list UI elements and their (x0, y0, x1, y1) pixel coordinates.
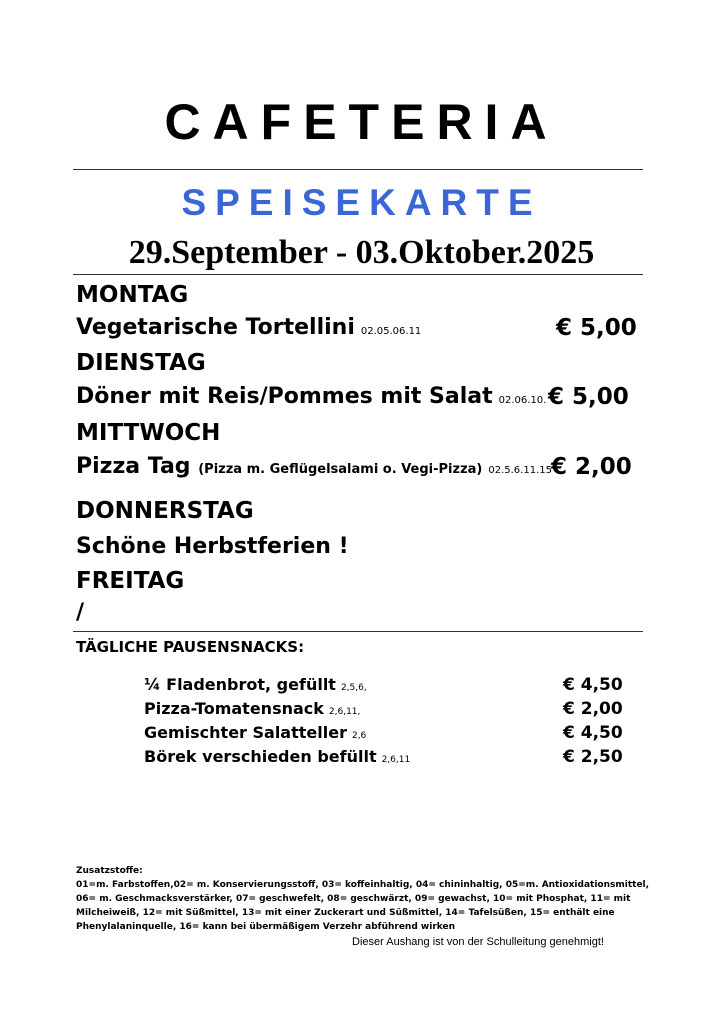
divider-dates (73, 274, 643, 275)
day-wednesday: MITTWOCH (76, 420, 221, 446)
dish-name: Pizza Tag (76, 454, 191, 479)
snack-name: ¼ Fladenbrot, gefüllt (144, 675, 336, 694)
additives-legend (76, 864, 651, 934)
additives-text: 01=m. Farbstoffen,02= m. Konservierungsstoff, 03= koffeinhaltig, 04= chininhaltig, 05=m. Antioxidationsmittel, 06= m. Geschmacksverstärker, 07= geschwefelt, 08= geschwärzt, 09= gewachst, 10= mit Phosphat, 11= mit Milcheiweiß, 12= mit Süßmittel, 13= mit einer Zuckerart und Süßmittel, 14= Tafelsüßen, 15= enthält eine Phenylalaninquelle, 16= kann bei übermäßigem Verzehr abführend wirken (76, 880, 650, 932)
snack-item (144, 746, 410, 771)
dish-name: Vegetarische Tortellini (76, 315, 355, 340)
dish-friday: / (76, 600, 85, 625)
day-thursday: DONNERSTAG (76, 498, 254, 524)
snack-item (144, 722, 366, 747)
approval-note: Dieser Aushang ist von der Schulleitung genehmigt! (352, 936, 604, 948)
snack-name: Börek verschieden befüllt (144, 747, 377, 766)
snacks-header: TÄGLICHE PAUSENSNACKS: (76, 638, 305, 656)
snack-additives: 2,5,6, (340, 683, 367, 693)
price-wednesday: € 2,00 (551, 454, 632, 480)
dish-monday (76, 313, 421, 347)
dish-wednesday (76, 452, 552, 486)
dish-name: Döner mit Reis/Pommes mit Salat (76, 384, 493, 409)
price-monday: € 5,00 (556, 315, 637, 341)
dish-tuesday (76, 382, 546, 416)
snack-additives: 2,6 (351, 731, 367, 741)
snack-price: € 4,50 (563, 723, 623, 743)
snack-item (144, 674, 367, 699)
snack-name: Pizza-Tomatensnack (144, 699, 324, 718)
snack-additives: 2,6,11 (381, 755, 411, 765)
date-range: 29.September - 03.Oktober.2025 (128, 234, 595, 271)
snack-price: € 4,50 (563, 675, 623, 695)
divider-snacks (73, 631, 643, 632)
dish-additives: 02.5.6.11.15 (488, 465, 552, 476)
snack-name: Gemischter Salatteller (144, 723, 347, 742)
price-tuesday: € 5,00 (548, 384, 629, 410)
day-monday: MONTAG (76, 282, 189, 308)
dish-thursday: Schöne Herbstferien ! (76, 534, 349, 559)
menu-subtitle: SPEISEKARTE (181, 182, 542, 223)
day-tuesday: DIENSTAG (76, 350, 206, 376)
dish-note: (Pizza m. Geflügelsalami o. Vegi-Pizza) (198, 462, 483, 477)
page-title: CAFETERIA (164, 94, 559, 150)
snack-additives: 2,6,11, (328, 707, 361, 717)
day-friday: FREITAG (76, 568, 185, 594)
snack-price: € 2,00 (563, 699, 623, 719)
dish-additives: 02.05.06.11 (360, 326, 422, 337)
dish-additives: 02.06.10. (498, 395, 547, 406)
snack-item (144, 698, 360, 723)
additives-title: Zusatzstoffe: (76, 866, 143, 876)
snack-price: € 2,50 (563, 747, 623, 767)
divider-top (73, 169, 643, 170)
